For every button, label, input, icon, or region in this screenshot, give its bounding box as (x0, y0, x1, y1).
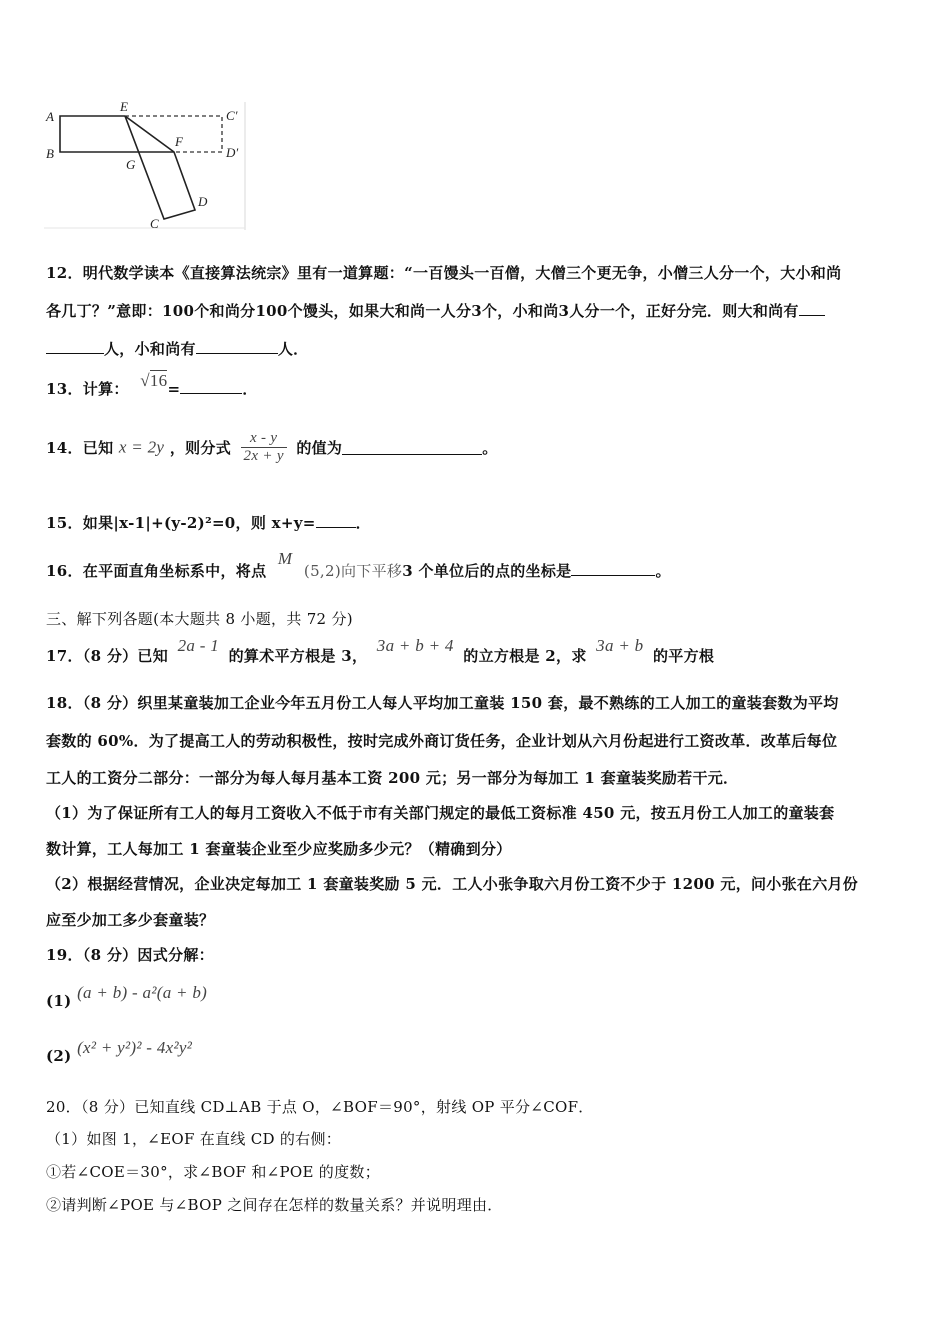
label-G: G (126, 157, 136, 172)
q20-line1: 20．（8 分）已知直线 CD⊥AB 于点 O，∠BOF＝90°，射线 OP 平分∠COF． (46, 1098, 594, 1116)
q16-suffix: 3 个单位后的点的坐标是 (402, 562, 572, 580)
q18-line7: 应至少加工多少套童装？ (46, 911, 215, 929)
q15-answer-blank[interactable] (316, 513, 356, 528)
q16 (46, 549, 671, 581)
q14-answer-blank[interactable] (342, 440, 482, 455)
sqrt-expression: √16 (140, 371, 168, 390)
q14-mid: ，则分式 (169, 439, 232, 457)
q16-shift: 向下平移 (340, 562, 403, 580)
q14 (46, 430, 498, 465)
q16-coords: (5,2) (303, 562, 341, 580)
q16-point: M (277, 549, 293, 568)
q18-line1: 18．（8 分）织里某童装加工企业今年五月份工人每人平均加工童装 150 套，最不熟练的工人加工的童装套数为平均 (46, 694, 839, 712)
q14-fraction (241, 430, 287, 465)
q17-expr1: 2a - 1 (177, 636, 220, 655)
q17-prefix: 17．（8 分）已知 (46, 647, 169, 665)
q18-line4: （1）为了保证所有工人的每月工资收入不低于市有关部门规定的最低工资标准 450 元，按五月份工人加工的童装套 (46, 804, 835, 822)
label-F: F (175, 134, 183, 149)
q14-denominator: 2x + y (243, 448, 284, 464)
label-C-prime: C′ (226, 108, 238, 123)
q13 (46, 371, 258, 399)
q15-text: 15．如果|x-1|+(y-2)²=0，则 x+y= (46, 514, 316, 532)
q19-part2-label: (2) (46, 1047, 72, 1065)
q12-blank-large-1[interactable] (799, 301, 825, 316)
q12-line1: 12．明代数学读本《直接算法统宗》里有一道算题：“一百馒头一百僧，大僧三个更无争，小僧三人分一个，大小和尚 (46, 264, 842, 282)
q13-answer-blank[interactable] (180, 379, 242, 394)
q19-part1-expr: (a + b) - a²(a + b) (77, 983, 208, 1002)
q19-part2 (46, 1038, 193, 1065)
q17-suffix: 的平方根 (652, 647, 715, 665)
q20-line4: ②请判断∠POE 与∠BOP 之间存在怎样的数量关系？并说明理由． (46, 1196, 503, 1214)
q20-line3: ①若∠COE＝30°，求∠BOF 和∠POE 的度数； (46, 1163, 380, 1181)
label-D-prime: D′ (226, 145, 239, 160)
q17-mid2: 的立方根是 2，求 (463, 647, 587, 665)
q16-answer-blank[interactable] (571, 561, 655, 576)
q14-prefix: 14．已知 (46, 439, 114, 457)
q16-prefix: 16．在平面直角坐标系中，将点 (46, 562, 267, 580)
q15-end: ． (355, 514, 371, 532)
q18-line6: （2）根据经营情况，企业决定每加工 1 套童装奖励 5 元．工人小张争取六月份工资不少于 1200 元，问小张在六月份 (46, 875, 859, 893)
q13-prefix: 13．计算： (46, 380, 129, 398)
q12-blank-large-2[interactable] (46, 339, 104, 354)
q18-line5: 数计算，工人每加工 1 套童装企业至少应奖励多少元？（精确到分） (46, 840, 512, 858)
label-D: D (198, 194, 208, 209)
q12-line2-text: 各几丁？”意即：100个和尚分100个馒头，如果大和尚一人分3个，小和尚3人分一个，正好分完．则大和尚有 (46, 302, 799, 320)
q12-line3-mid: 人，小和尚有 (104, 340, 196, 358)
folded-rectangle-diagram (40, 100, 250, 232)
q17-mid1: 的算术平方根是 3， (228, 647, 368, 665)
q14-suffix: 的值为 (296, 439, 343, 457)
q15 (46, 512, 371, 533)
q14-given: x = 2y (118, 437, 165, 457)
q19-title: 19．（8 分）因式分解： (46, 946, 214, 964)
q13-end: ． (242, 380, 258, 398)
q12-blank-small[interactable] (196, 339, 278, 354)
q19-part1-label: (1) (46, 992, 72, 1010)
q12-line3-end: 人． (277, 340, 309, 358)
label-E: E (120, 100, 128, 114)
q19-part1 (46, 983, 208, 1010)
q17-expr3: 3a + b (596, 636, 644, 655)
q14-end: 。 (482, 439, 498, 457)
geometry-figure (40, 100, 250, 232)
label-A: A (46, 109, 54, 124)
q18-line2: 套数的 60%．为了提高工人的劳动积极性，按时完成外商订货任务，企业计划从六月份起进行工资改革．改革后每位 (46, 732, 838, 750)
q12-line3 (46, 338, 308, 359)
q17 (46, 636, 715, 666)
q14-numerator: x - y (241, 430, 287, 448)
q17-expr2: 3a + b + 4 (376, 636, 454, 655)
section-3-title: 三、解下列各题(本大题共 8 小题，共 72 分) (46, 610, 353, 628)
q12-line2 (46, 300, 825, 321)
q19-part2-expr: (x² + y²)² - 4x²y² (77, 1038, 193, 1057)
q16-end: 。 (655, 562, 671, 580)
q13-equals: = (167, 380, 181, 398)
q18-line3: 工人的工资分二部分：一部分为每人每月基本工资 200 元；另一部分为每加工 1 套童装奖励若干元． (46, 769, 739, 787)
label-B: B (46, 146, 54, 161)
q20-line2: （1）如图 1，∠EOF 在直线 CD 的右侧： (46, 1130, 342, 1148)
label-C: C (150, 216, 159, 231)
sqrt-radicand: 16 (149, 371, 168, 390)
